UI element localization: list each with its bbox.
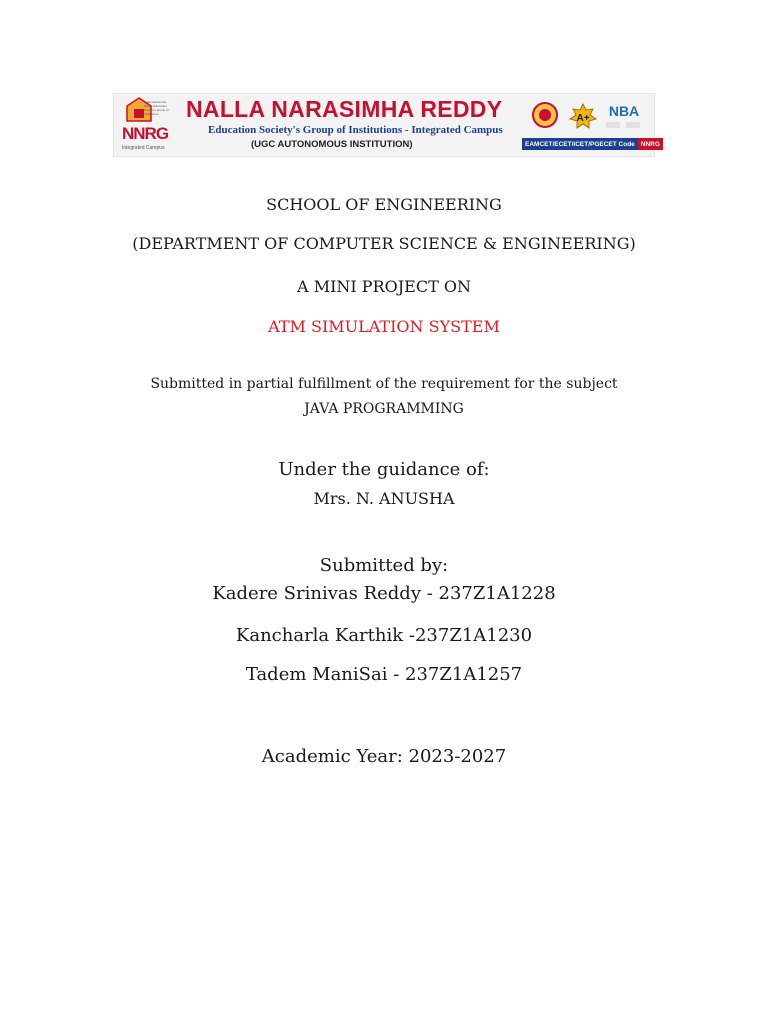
nba-label: NBA (608, 103, 640, 119)
department-heading: (DEPARTMENT OF COMPUTER SCIENCE & ENGINEERING) (132, 234, 636, 253)
guidance-label: Under the guidance of: (278, 459, 490, 480)
student-entry: Kancharla Karthik -237Z1A1230 (235, 625, 533, 646)
school-heading: SCHOOL OF ENGINEERING (266, 195, 502, 214)
autonomous-status: (UGC AUTONOMOUS INSTITUTION) (251, 139, 413, 150)
logo-caption: Nalla Narasimha Reddy Education Society's Group of Institutions (144, 100, 169, 116)
college-name: NALLA NARASIMHA REDDY (186, 96, 503, 122)
eamcet-code: NNRG (638, 138, 663, 150)
nba-badge-icon (602, 100, 646, 132)
project-intro: A MINI PROJECT ON (297, 277, 471, 296)
college-header-banner (113, 93, 660, 157)
naac-badge-icon (566, 102, 600, 132)
university-emblem-icon (531, 101, 559, 129)
student-entry: Tadem ManiSai - 237Z1A1257 (245, 664, 523, 685)
student-entry: Kadere Srinivas Reddy - 237Z1A1228 (212, 583, 556, 604)
naac-grade: A+ (576, 113, 590, 124)
submitted-by-label: Submitted by: (319, 555, 449, 576)
submission-note: Submitted in partial fulfillment of the requirement for the subject (150, 376, 618, 392)
eamcet-code-strip (522, 138, 660, 150)
guide-name: Mrs. N. ANUSHA (313, 489, 455, 508)
nnrg-logo-text: NNRG (122, 124, 169, 143)
logo-tagline: Integrated Campus (122, 145, 165, 151)
society-line: Education Society's Group of Institutions - Integrated Campus (208, 124, 503, 136)
project-title: ATM SIMULATION SYSTEM (268, 317, 500, 336)
eamcet-text: EAMCET/ECET/ICET/PGECET Code (525, 140, 635, 148)
academic-year: Academic Year: 2023-2027 (261, 746, 507, 767)
subject-name: JAVA PROGRAMMING (304, 401, 464, 417)
